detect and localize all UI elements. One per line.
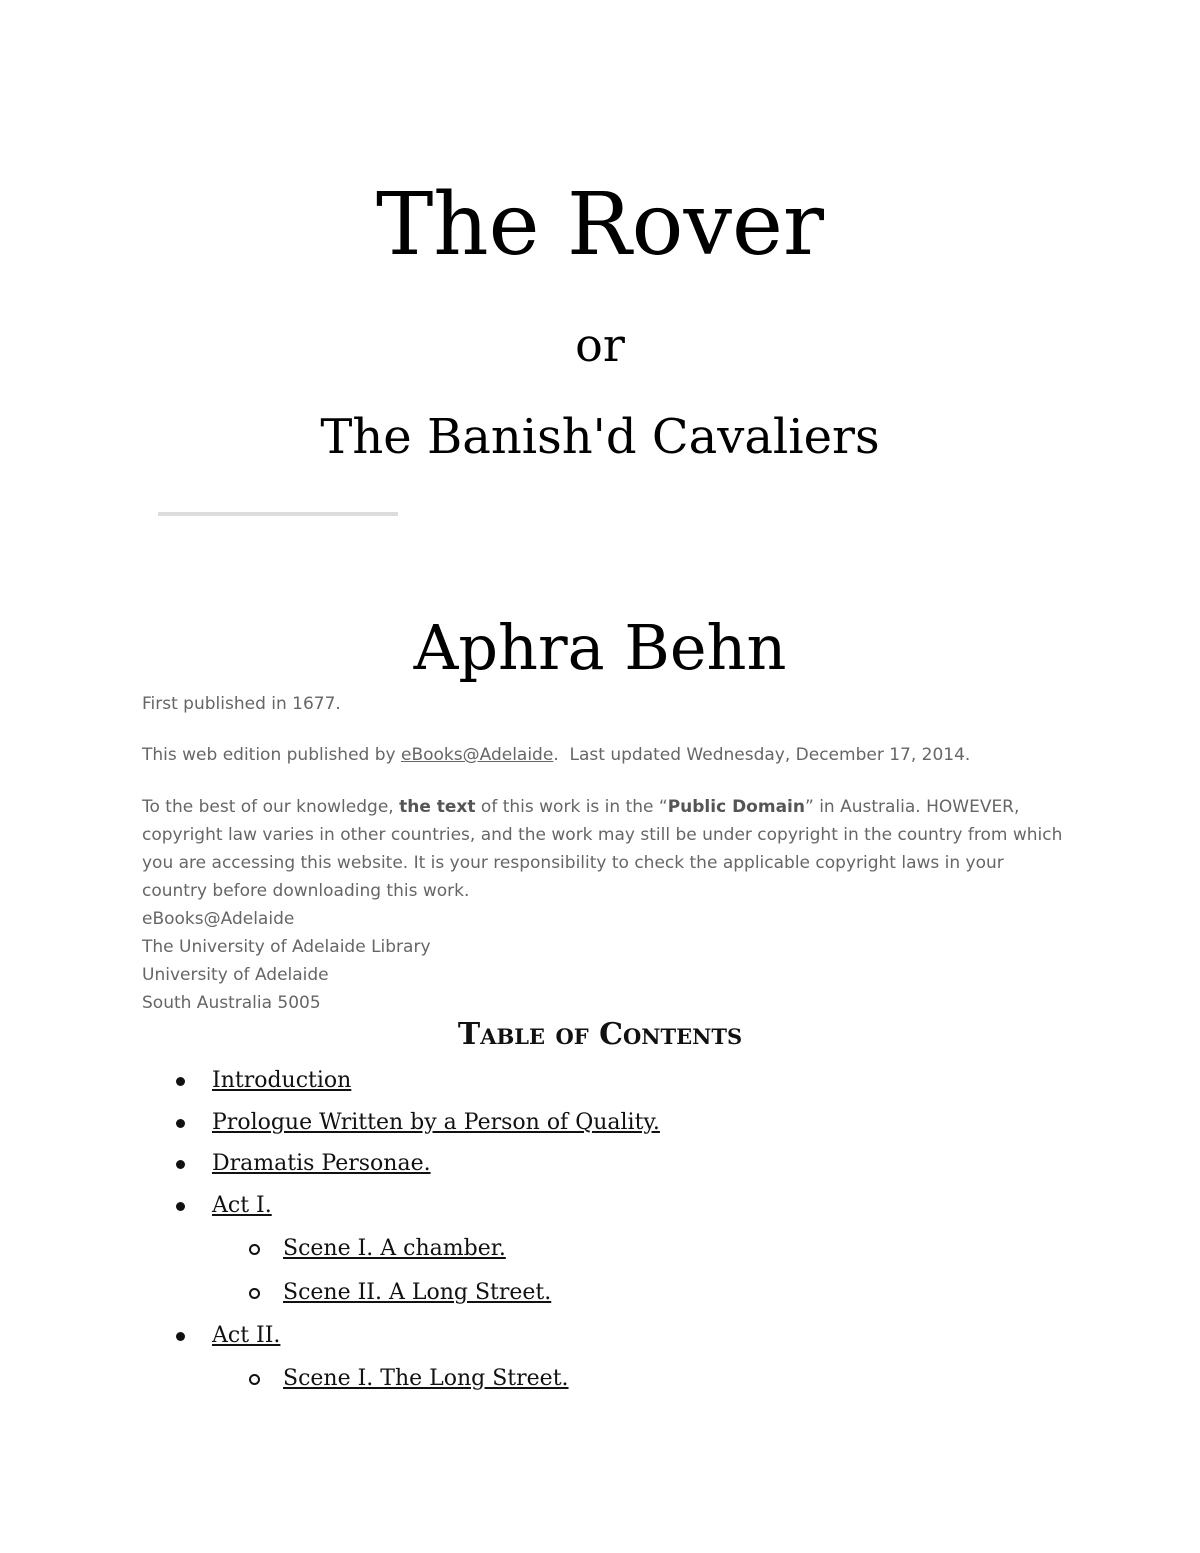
rights-text-3: ” in Australia. HOWEVER, copyright law varies in other countries, and the work may still be under copyright in the country from which you are accessing this website. It is your responsibility to check the applicable copyright laws in your country before downloading this work. bbox=[142, 797, 1063, 901]
address-line-4: South Australia 5005 bbox=[142, 993, 321, 1013]
bullet-circle-icon bbox=[249, 1244, 260, 1255]
address-line-1: eBooks@Adelaide bbox=[142, 909, 295, 929]
bullet-disc-icon bbox=[176, 1077, 185, 1086]
bullet-disc-icon bbox=[176, 1332, 185, 1341]
author-name: Aphra Behn bbox=[413, 611, 787, 684]
address-line-2: The University of Adelaide Library bbox=[142, 937, 431, 957]
rights-bold-public-domain: Public Domain bbox=[667, 797, 805, 817]
toc-link-dramatis-personae[interactable]: Dramatis Personae. bbox=[212, 1151, 431, 1176]
book-title: The Rover bbox=[375, 175, 825, 275]
toc-link-act-2-scene-1[interactable]: Scene I. The Long Street. bbox=[283, 1366, 569, 1391]
bullet-disc-icon bbox=[176, 1202, 185, 1211]
horizontal-rule bbox=[158, 512, 398, 516]
rights-text-2: of this work is in the “ bbox=[475, 797, 668, 817]
copyright-notice bbox=[142, 793, 1072, 1017]
ebooks-adelaide-link[interactable]: eBooks@Adelaide bbox=[400, 745, 554, 765]
bullet-circle-icon bbox=[249, 1288, 260, 1299]
toc-link-prologue[interactable]: Prologue Written by a Person of Quality. bbox=[212, 1110, 660, 1135]
book-subtitle: The Banish'd Cavaliers bbox=[320, 409, 880, 465]
toc-link-act-1[interactable]: Act I. bbox=[212, 1193, 272, 1218]
bullet-circle-icon bbox=[249, 1374, 260, 1385]
first-published-note: First published in 1677. bbox=[142, 694, 341, 714]
toc-item bbox=[212, 1108, 660, 1138]
toc-item bbox=[212, 1321, 280, 1351]
toc-item bbox=[283, 1278, 551, 1308]
toc-link-act-1-scene-2[interactable]: Scene II. A Long Street. bbox=[283, 1280, 552, 1305]
toc-heading: Table of Contents bbox=[457, 1017, 743, 1052]
toc-item bbox=[212, 1149, 431, 1179]
rights-bold-text: the text bbox=[399, 797, 476, 817]
toc-link-act-2[interactable]: Act II. bbox=[212, 1323, 281, 1348]
toc-link-act-1-scene-1[interactable]: Scene I. A chamber. bbox=[283, 1236, 506, 1261]
toc-item bbox=[283, 1234, 506, 1264]
toc-link-introduction[interactable]: Introduction bbox=[212, 1068, 352, 1093]
rights-text-1: To the best of our knowledge, bbox=[142, 797, 400, 817]
web-edition-suffix: . Last updated Wednesday, December 17, 2014. bbox=[553, 745, 971, 765]
toc-item bbox=[283, 1364, 569, 1394]
bullet-disc-icon bbox=[176, 1119, 185, 1128]
web-edition-note bbox=[142, 741, 1072, 769]
bullet-disc-icon bbox=[176, 1160, 185, 1169]
title-connector: or bbox=[575, 318, 625, 372]
web-edition-prefix: This web edition published by bbox=[142, 745, 401, 765]
toc-item bbox=[212, 1191, 272, 1221]
address-line-3: University of Adelaide bbox=[142, 965, 329, 985]
toc-item bbox=[212, 1066, 351, 1096]
